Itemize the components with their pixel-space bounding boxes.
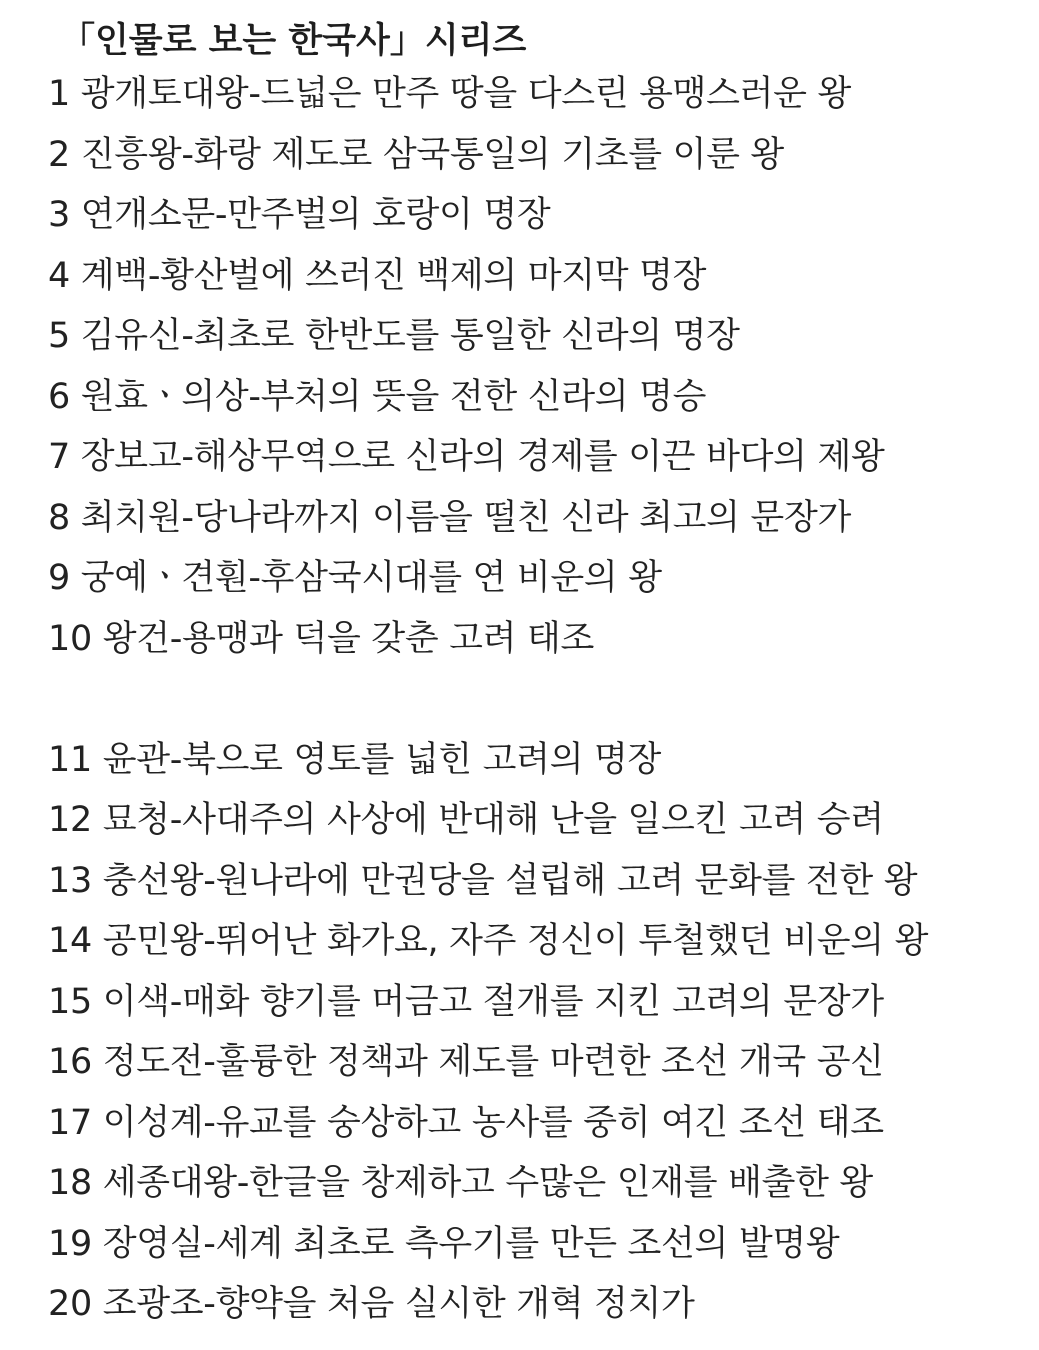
list-item: 17 이성계-유교를 숭상하고 농사를 중히 여긴 조선 태조 [48, 1102, 884, 1143]
series-title: 「인물로 보는 한국사」시리즈 [60, 21, 527, 61]
list-item: 3 연개소문-만주벌의 호랑이 명장 [48, 195, 551, 235]
list-item: 8 최치원-당나라까지 이름을 떨친 신라 최고의 문장가 [48, 497, 851, 538]
list-item: 7 장보고-해상무역으로 신라의 경제를 이끈 바다의 제왕 [48, 437, 885, 477]
list-item: 12 묘청-사대주의 사상에 반대해 난을 일으킨 고려 승려 [48, 800, 884, 840]
list-item: 4 계백-황산벌에 쓰러진 백제의 마지막 명장 [48, 255, 707, 296]
list-item: 16 정도전-훌륭한 정책과 제도를 마련한 조선 개국 공신 [48, 1042, 884, 1082]
list-item: 19 장영실-세계 최초로 측우기를 만든 조선의 발명왕 [48, 1223, 840, 1264]
list-item: 14 공민왕-뛰어난 화가요, 자주 정신이 투철했던 비운의 왕 [48, 921, 929, 961]
list-item: 5 김유신-최초로 한반도를 통일한 신라의 명장 [48, 316, 740, 356]
list-item: 9 궁예ㆍ견훤-후삼국시대를 연 비운의 왕 [48, 558, 662, 598]
list-item: 6 원효ㆍ의상-부처의 뜻을 전한 신라의 명승 [48, 376, 707, 417]
list-item: 20 조광조-향약을 처음 실시한 개혁 정치가 [48, 1284, 695, 1324]
list-item: 15 이색-매화 향기를 머금고 절개를 지킨 고려의 문장가 [48, 981, 884, 1022]
list-item: 1 광개토대왕-드넓은 만주 땅을 다스린 용맹스러운 왕 [48, 74, 851, 114]
blank-line [48, 669, 1033, 730]
list-item: 10 왕건-용맹과 덕을 갖춘 고려 태조 [48, 618, 595, 659]
list-item: 13 충선왕-원나라에 만권당을 설립해 고려 문화를 전한 왕 [48, 860, 918, 901]
list-item: 18 세종대왕-한글을 창제하고 수많은 인재를 배출한 왕 [48, 1163, 873, 1203]
list-item: 11 윤관-북으로 영토를 넓힌 고려의 명장 [48, 739, 662, 780]
book-list [48, 64, 1033, 1335]
document [48, 18, 1033, 1335]
list-item: 2 진흥왕-화랑 제도로 삼국통일의 기초를 이룬 왕 [48, 134, 784, 175]
